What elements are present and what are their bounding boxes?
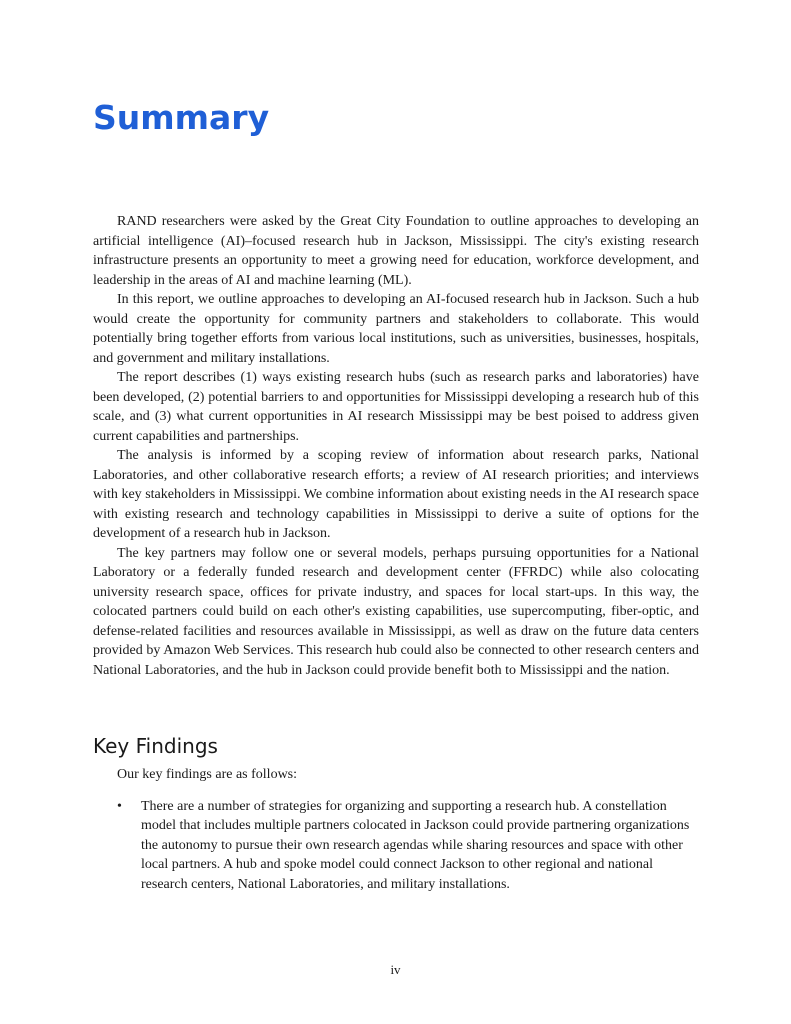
key-findings-heading: Key Findings — [93, 734, 218, 758]
summary-paragraph-3: The report describes (1) ways existing research hubs (such as research parks and laboratories) have been developed, (2) potential barriers to and opportunities for Mississippi developing a research hub of this scale, and (3) what current opportunities in AI research Mississippi may be best poised to address given current capabilities and partnerships. — [93, 370, 699, 444]
page-title: Summary — [93, 98, 270, 137]
bullet-icon: • — [117, 798, 122, 814]
key-findings-intro: Our key findings are as follows: — [117, 767, 298, 782]
summary-body — [93, 212, 699, 680]
summary-paragraph-2: In this report, we outline approaches to developing an AI-focused research hub in Jackson. Such a hub would create the opportunity for community partners and stakeholders to collaborate. This would potentially bring together efforts from various local institutions, such as universities, businesses, hospitals, and government and military installations. — [93, 292, 699, 366]
key-findings-section — [93, 765, 699, 894]
page-number: iv — [390, 962, 401, 977]
key-findings-list — [93, 797, 699, 895]
key-finding-text: There are a number of strategies for organizing and supporting a research hub. A constellation model that includes multiple partners colocated in Jackson could provide partnering organizations the autonomy to pursue their own research agendas while sharing resources and space with other local partners. A hub and spoke model could connect Jackson to other regional and national research centers, National Laboratories, and military installations. — [141, 798, 690, 892]
summary-paragraph-5: The key partners may follow one or several models, perhaps pursuing opportunities for a National Laboratory or a federally funded research and development center (FFRDC) while also colocating university research space, offices for private industry, and spaces for local start-ups. In this way, the colocated partners could build on each other's existing capabilities, use supercomputing, fiber-optic, and defense-related facilities and resources available in Mississippi, as well as draw on the future data centers provided by Amazon Web Services. This research hub could also be connected to other research centers and National Laboratories, and the hub in Jackson could provide benefit both to Mississippi and the nation. — [93, 545, 699, 678]
key-finding-item — [93, 797, 699, 895]
summary-paragraph-4: The analysis is informed by a scoping review of information about research parks, National Laboratories, and other collaborative research efforts; a review of AI research priorities; and interviews with key stakeholders in Mississippi. We combine information about existing needs in the AI research space with existing research and technology capabilities in Mississippi to derive a suite of options for the development of a research hub in Jackson. — [93, 448, 699, 541]
summary-paragraph-1: RAND researchers were asked by the Great City Foundation to outline approaches to developing an artificial intelligence (AI)–focused research hub in Jackson, Mississippi. The city's existing research infrastructure presents an opportunity to meet a growing need for education, workforce development, and leadership in the areas of AI and machine learning (ML). — [93, 214, 699, 288]
